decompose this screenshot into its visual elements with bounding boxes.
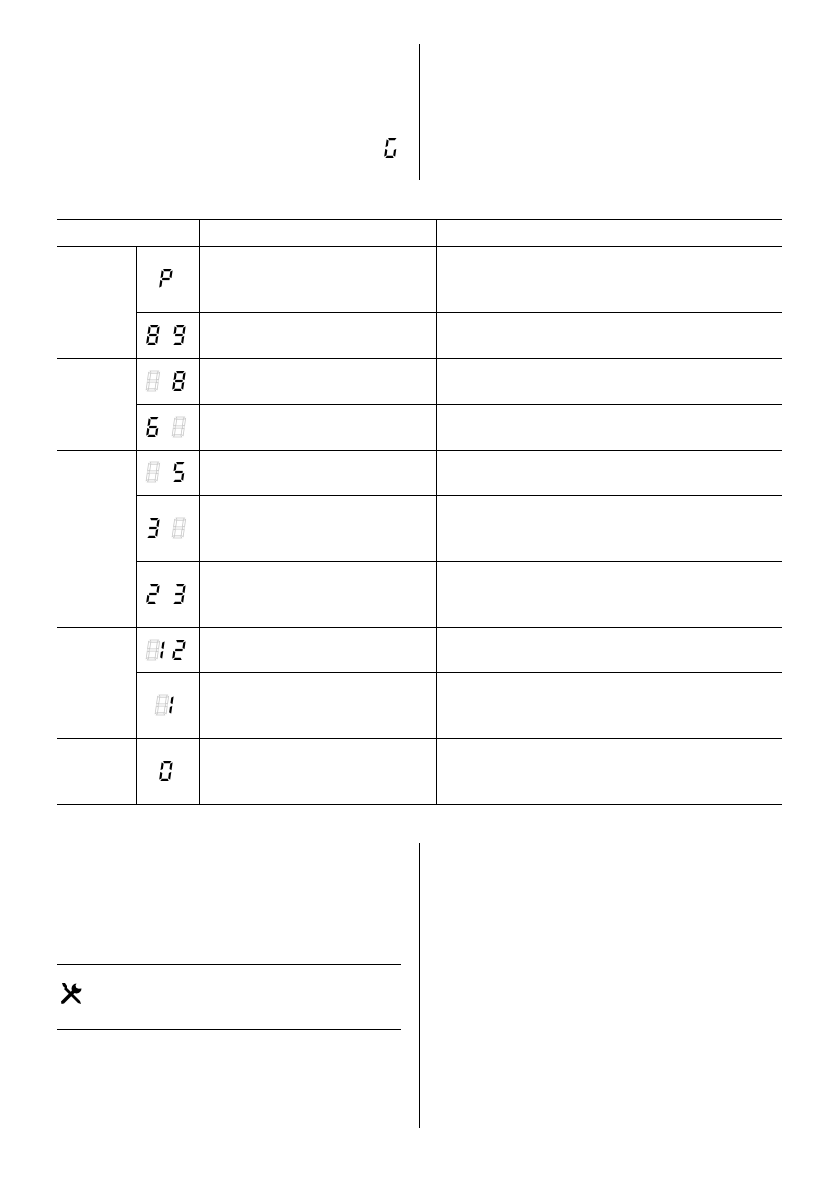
display-cell-3 <box>143 368 193 394</box>
row-rule <box>136 561 782 562</box>
group-rule <box>57 358 782 359</box>
display-cell-4 <box>143 414 193 440</box>
group-rule <box>57 738 782 739</box>
digit-right <box>173 462 184 482</box>
body-divider-group <box>136 246 137 804</box>
display-cell-10 <box>143 758 193 784</box>
digit-left <box>146 462 159 482</box>
row-rule <box>136 495 782 496</box>
display-cell-8 <box>143 637 193 663</box>
digit <box>159 269 172 288</box>
body-divider-display <box>199 246 200 804</box>
digit-left <box>146 417 158 437</box>
digit-right <box>173 325 185 345</box>
table-bottom-rule <box>57 804 782 805</box>
note-bottom-rule <box>57 1029 401 1030</box>
header-divider-2 <box>436 219 437 246</box>
digit-left <box>146 325 159 345</box>
group-rule <box>57 627 782 628</box>
note-top-rule <box>57 964 401 965</box>
digit-right <box>169 696 173 713</box>
digit-mid <box>160 641 164 658</box>
table-top-rule <box>57 219 782 220</box>
digit-right <box>173 584 185 604</box>
digit-right <box>172 640 185 660</box>
digit-right <box>172 371 185 391</box>
group-rule <box>57 450 782 451</box>
display-cell-7 <box>143 581 193 607</box>
digit-left <box>147 518 159 538</box>
digit-left <box>146 371 159 391</box>
display-cell-9 <box>143 692 193 718</box>
row-rule <box>136 312 782 313</box>
digit-left <box>146 584 159 604</box>
digit <box>159 761 172 781</box>
wrench-screwdriver-icon <box>59 982 83 1006</box>
display-cell-1 <box>143 266 193 292</box>
digit-right <box>172 518 185 538</box>
digit-left <box>155 695 168 715</box>
display-cell-2 <box>143 322 193 348</box>
row-rule <box>136 404 782 405</box>
top-glyph-digit <box>384 138 396 158</box>
table-header-rule <box>57 246 782 247</box>
display-cell-5 <box>143 459 193 485</box>
display-cell-6 <box>143 515 193 541</box>
top-column-divider <box>419 44 420 180</box>
header-divider-1 <box>199 219 200 246</box>
body-divider-desc <box>436 246 437 804</box>
row-rule <box>136 672 782 673</box>
bottom-column-divider <box>419 843 420 1128</box>
digit-right <box>172 417 185 437</box>
digit-left <box>146 640 159 660</box>
top-display-glyph <box>383 134 405 162</box>
